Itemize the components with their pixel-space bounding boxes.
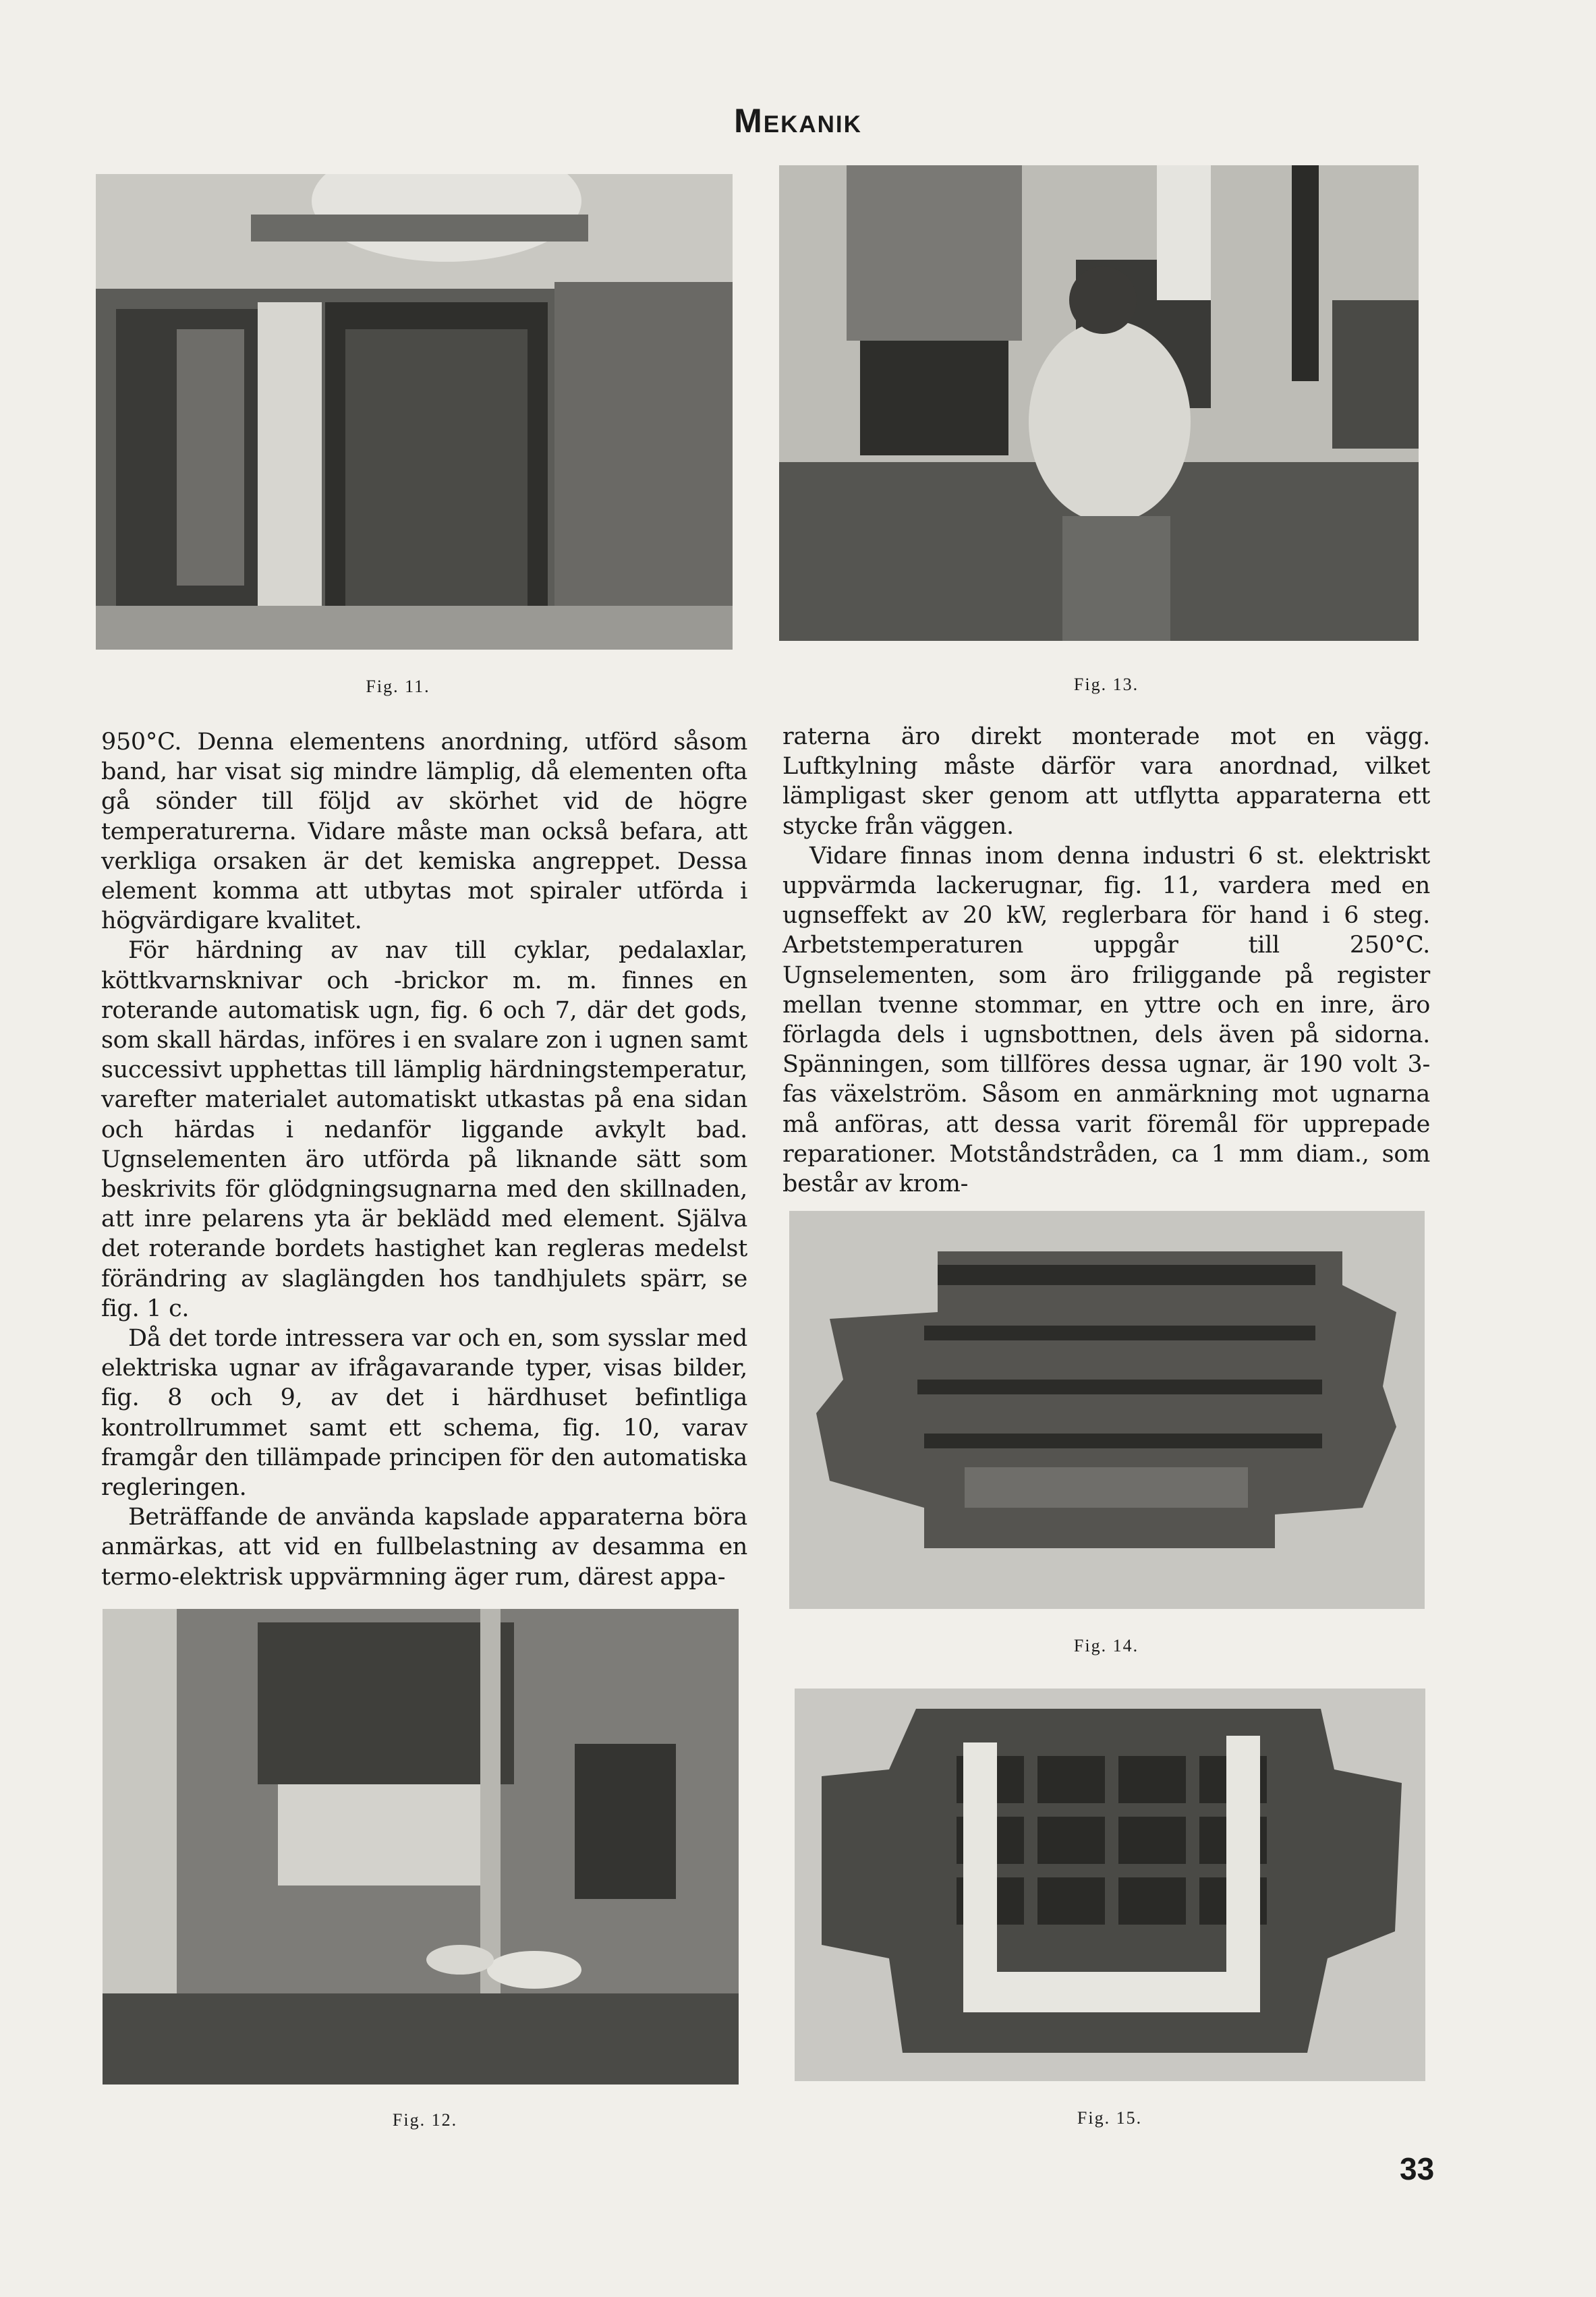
figure-12-photo [103,1609,739,2085]
paragraph: Beträffande de använda kapslade apparaterna böra anmärkas, att vid en fullbelastning av desamma en termo-elektrisk uppvärmning äger rum, därest appa- [101,1504,747,1591]
paragraph: För härdning av nav till cyklar, pedalaxlar, köttkvarnsknivar och -brickor m. m. finnes en roterande automatisk ugn, fig. 6 och 7, där det gods, som skall härdas, införes i en svalare zon i ugnen samt successivt upphettas till lämplig härdningstemperatur, varefter materialet automatiskt utkastas på ena sidan och härdas i nedanför liggande avkylt bad. Ugnselementen äro utförda på liknande sätt som beskrivits för glödgningsugnarna med den skillnaden, att inre pelarens yta är beklädd med element. Själva det roterande bordets hastighet kan regleras medelst förändring av slaglängden hos tandhjulets spärr, se fig. 1 c. [101,937,747,1322]
paragraph: raterna äro direkt monterade mot en vägg. Luftkylning måste därför vara anordnad, vilket lämpligast sker genom att utflytta apparaterna ett stycke från väggen. [782,723,1430,840]
running-header: Mekanik [734,102,862,140]
figure-13-caption: Fig. 13. [1073,675,1139,694]
figure-11-caption: Fig. 11. [366,677,430,696]
paragraph: 950°C. Denna elementens anordning, utförd såsom band, har visat sig mindre lämplig, då elementen ofta gå sönder till följd av skörhet vid de högre temperaturerna. Vidare måste man också befara, att verkliga orsaken är det kemiska angreppet. Dessa element komma att utbytas mot spiraler utförda i högvärdigare kvalitet. [101,729,747,935]
left-column-text [101,727,747,1592]
paragraph: Vidare finnas inom denna industri 6 st. elektriskt uppvärmda lackerugnar, fig. 11, vardera med en ugnseffekt av 20 kW, reglerbara för hand i 6 steg. Arbetstemperaturen uppgår till 250°C. Ugnselementen, som äro friliggande på register mellan tvenne stommar, en yttre och en inre, äro förlagda dels i ugnsbottnen, dels även på sidorna. Spänningen, som tillföres dessa ugnar, är 190 volt 3-fas växelström. Såsom en anmärkning mot ugnarna må anföras, att dessa varit föremål för upprepade reparationer. Motståndstråden, ca 1 mm diam., som består av krom- [782,842,1430,1198]
right-column-text [782,722,1430,1199]
figure-14-photo [789,1211,1425,1609]
figure-12-caption: Fig. 12. [392,2110,458,2130]
figure-15-photo [795,1689,1425,2081]
page-number: 33 [1400,2151,1435,2186]
figure-11-photo [96,174,733,650]
figure-14-caption: Fig. 14. [1073,1636,1139,1655]
figure-15-caption: Fig. 15. [1077,2108,1143,2128]
paragraph: Då det torde intressera var och en, som sysslar med elektriska ugnar av ifrågavarande typer, visas bilder, fig. 8 och 9, av det i härdhuset befintliga kontrollrummet samt ett schema, fig. 10, varav framgår den tillämpade principen för den automatiska regleringen. [101,1325,747,1502]
figure-13-photo [779,165,1419,641]
